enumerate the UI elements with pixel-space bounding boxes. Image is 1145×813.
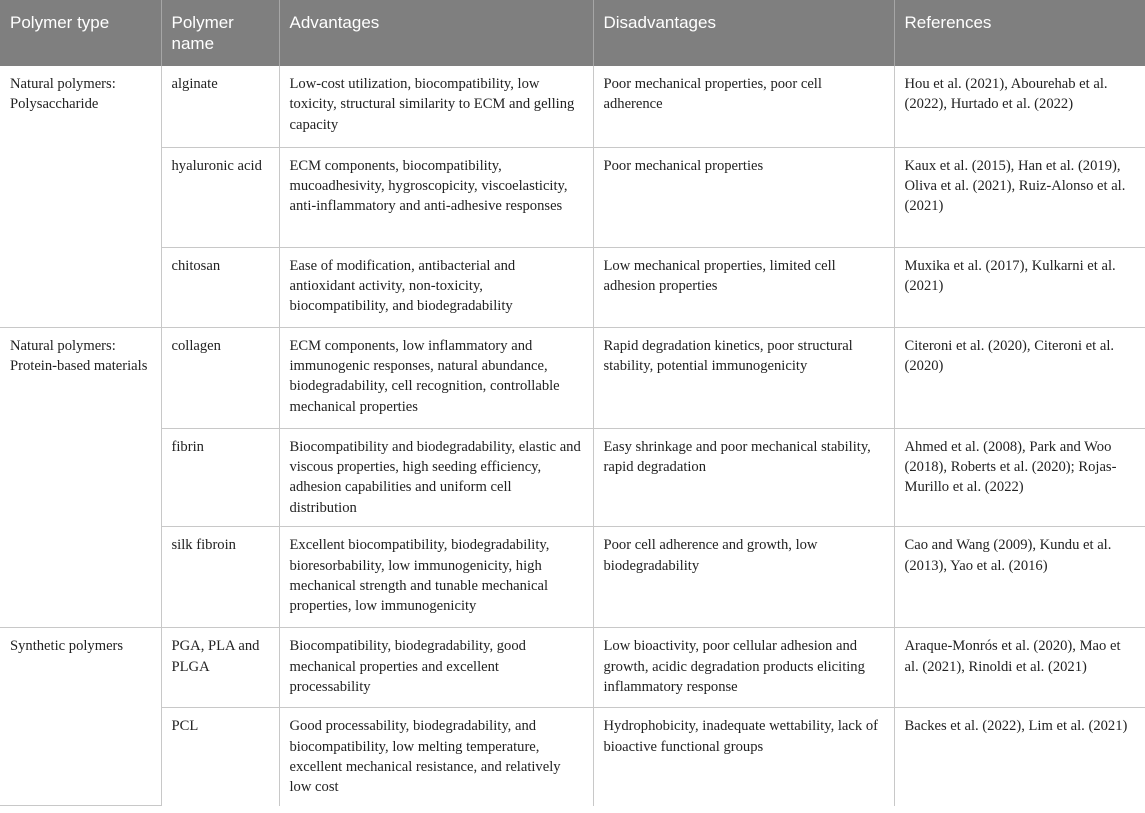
header-polymer-name: Polymer name	[161, 0, 279, 66]
advantages-cell: Low-cost utilization, biocompatibility, low toxicity, structural similarity to ECM and gelling capacity	[279, 66, 593, 147]
references-cell: Backes et al. (2022), Lim et al. (2021)	[904, 718, 1128, 735]
disadvantages-cell: Poor mechanical properties, poor cell adherence	[593, 66, 894, 147]
table-row	[0, 708, 1145, 806]
polymer-name-cell: hyaluronic acid	[161, 147, 279, 247]
references-cell: Cao and Wang (2009), Kundu et al. (2013), Yao et al. (2016)	[894, 527, 1145, 628]
table-row	[0, 428, 1145, 527]
header-advantages: Advantages	[279, 0, 593, 66]
polymer-name-cell: alginate	[161, 66, 279, 147]
table-header	[0, 0, 1145, 66]
advantages-cell: ECM components, biocompatibility, mucoadhesivity, hygroscopicity, viscoelasticity, anti-inflammatory and anti-adhesive responses	[279, 147, 593, 247]
table-row	[0, 527, 1145, 628]
table-row	[0, 327, 1145, 428]
polymer-type-cell: Natural polymers: Protein-based materials	[0, 327, 161, 628]
references-cell: Kaux et al. (2015), Han et al. (2019), Oliva et al. (2021), Ruiz-Alonso et al. (2021)	[894, 147, 1145, 247]
polymer-name-cell: collagen	[161, 327, 279, 428]
polymer-name-cell: silk fibroin	[161, 527, 279, 628]
header-polymer-type: Polymer type	[0, 0, 161, 66]
polymer-name-cell: PCL	[161, 708, 279, 806]
advantages-cell: Good processability, biodegradability, and biocompatibility, low melting temperature, excellent mechanical resistance, and relatively low cost	[279, 708, 593, 806]
disadvantages-cell: Easy shrinkage and poor mechanical stability, rapid degradation	[593, 428, 894, 527]
advantages-cell: Biocompatibility, biodegradability, good mechanical properties and excellent processability	[279, 628, 593, 708]
references-cell: Citeroni et al. (2020), Citeroni et al. (2020)	[894, 327, 1145, 428]
advantages-cell: Biocompatibility and biodegradability, elastic and viscous properties, high seeding efficiency, adhesion capabilities and uniform cell distribution	[279, 428, 593, 527]
references-cell: Ahmed et al. (2008), Park and Woo (2018), Roberts et al. (2020); Rojas-Murillo et al. (2022)	[894, 428, 1145, 527]
advantages-cell: ECM components, low inflammatory and immunogenic responses, natural abundance, biodegradability, cell recognition, controllable mechanical properties	[279, 327, 593, 428]
table-row	[0, 628, 1145, 708]
disadvantages-cell: Poor mechanical properties	[593, 147, 894, 247]
polymer-type-cell: Synthetic polymers	[0, 628, 161, 806]
table-row	[0, 247, 1145, 327]
table-body	[0, 66, 1145, 806]
disadvantages-cell: Hydrophobicity, inadequate wettability, lack of bioactive functional groups	[593, 708, 894, 806]
advantages-cell: Ease of modification, antibacterial and antioxidant activity, non-toxicity, biocompatibility, and biodegradability	[279, 247, 593, 327]
disadvantages-cell: Low mechanical properties, limited cell adhesion properties	[593, 247, 894, 327]
header-references: References	[894, 0, 1145, 66]
disadvantages-cell: Low bioactivity, poor cellular adhesion and growth, acidic degradation products eliciting inflammatory response	[593, 628, 894, 708]
table-row	[0, 147, 1145, 247]
references-cell: Araque-Monrós et al. (2020), Mao et al. (2021), Rinoldi et al. (2021)	[894, 628, 1145, 708]
disadvantages-cell: Rapid degradation kinetics, poor structural stability, potential immunogenicity	[593, 327, 894, 428]
polymer-type-cell: Natural polymers: Polysaccharide	[0, 66, 161, 327]
polymer-name-cell: fibrin	[161, 428, 279, 527]
advantages-cell: Excellent biocompatibility, biodegradability, bioresorbability, low immunogenicity, high mechanical strength and tunable mechanical properties, low immunogenicity	[279, 527, 593, 628]
references-cell: Hou et al. (2021), Abourehab et al. (2022), Hurtado et al. (2022)	[894, 66, 1145, 147]
header-row	[0, 0, 1145, 66]
polymer-name-cell: chitosan	[161, 247, 279, 327]
references-cell: Muxika et al. (2017), Kulkarni et al. (2021)	[894, 247, 1145, 327]
polymer-name-cell: PGA, PLA and PLGA	[161, 628, 279, 708]
disadvantages-cell: Poor cell adherence and growth, low biodegradability	[593, 527, 894, 628]
table-row	[0, 66, 1145, 147]
header-disadvantages: Disadvantages	[593, 0, 894, 66]
